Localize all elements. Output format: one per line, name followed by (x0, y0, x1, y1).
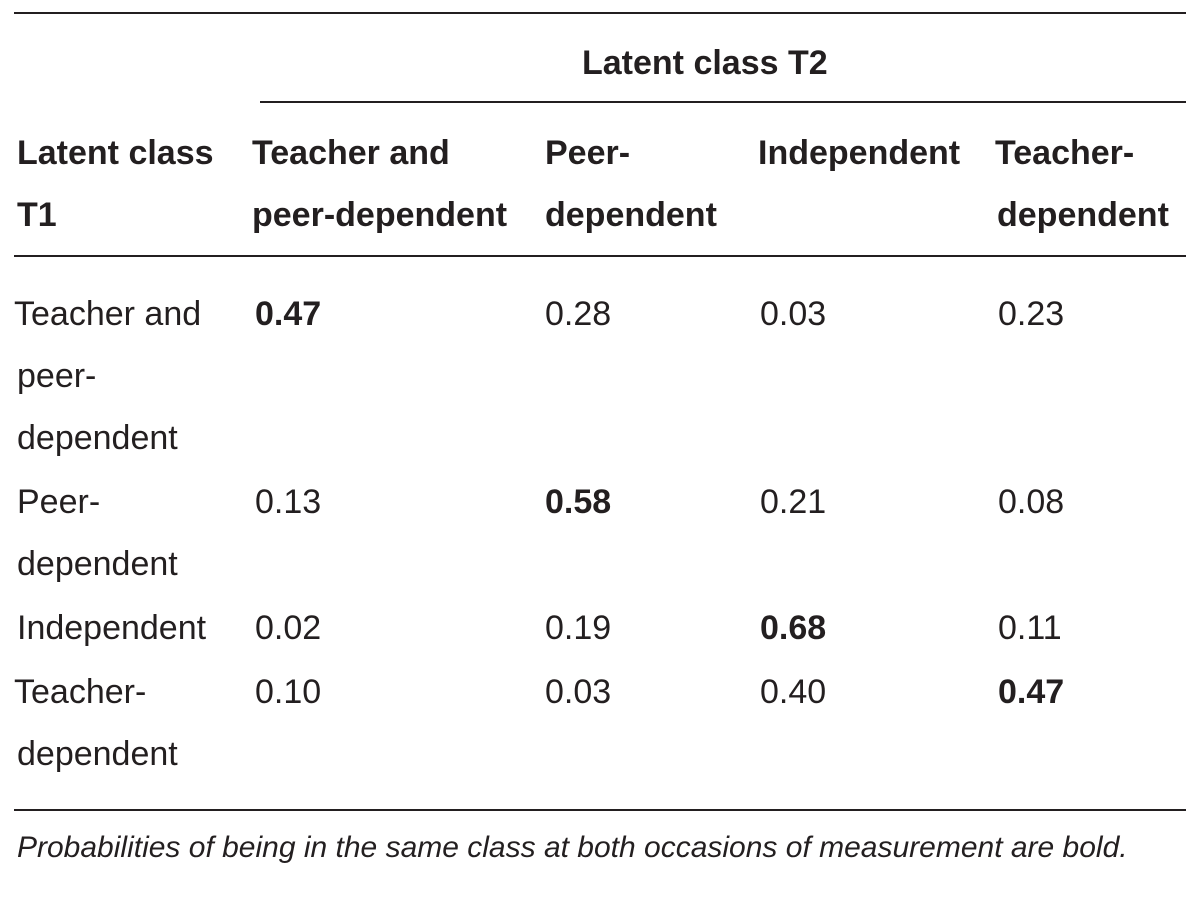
col-header-3: Independent (758, 134, 961, 172)
row-2-label-line-2: dependent (17, 545, 178, 583)
col-header-4-line-1: Teacher- (995, 134, 1135, 172)
table-cell: 0.68 (760, 609, 827, 647)
row-3-label: Independent (17, 609, 207, 647)
table-footnote: Probabilities of being in the same class at both occasions of measurement are bold. (17, 831, 1128, 864)
row-1-label-line-2: peer- (17, 357, 97, 395)
table-cell: 0.10 (255, 673, 322, 711)
spanner-header: Latent class T2 (582, 44, 828, 82)
table-cell: 0.03 (545, 673, 612, 711)
row-2-label-line-1: Peer- (17, 483, 101, 521)
bottom-rule (14, 809, 1186, 811)
header-rule (14, 255, 1186, 257)
table-cell: 0.47 (255, 295, 322, 333)
table-cell: 0.02 (255, 609, 322, 647)
table-cell: 0.19 (545, 609, 612, 647)
col-header-2-line-2: dependent (545, 196, 717, 234)
col-header-2-line-1: Peer- (545, 134, 631, 172)
col-header-1-line-1: Teacher and (252, 134, 450, 172)
col-header-4-line-2: dependent (997, 196, 1169, 234)
top-rule (14, 12, 1186, 14)
row-1-label-line-3: dependent (17, 419, 178, 457)
table-cell: 0.21 (760, 483, 827, 521)
row-1-label-line-1: Teacher and (14, 295, 202, 333)
table-cell: 0.03 (760, 295, 827, 333)
row-header-line-1: Latent class (17, 134, 214, 172)
table-cell: 0.13 (255, 483, 322, 521)
table-cell: 0.28 (545, 295, 612, 333)
row-4-label-line-1: Teacher- (14, 673, 147, 711)
table-cell: 0.40 (760, 673, 827, 711)
table-cell: 0.08 (998, 483, 1065, 521)
table-cell: 0.23 (998, 295, 1065, 333)
col-header-1-line-2: peer-dependent (252, 196, 508, 234)
spanner-rule (260, 101, 1186, 103)
row-4-label-line-2: dependent (17, 735, 178, 773)
row-header-line-2: T1 (17, 196, 57, 234)
table-cell: 0.47 (998, 673, 1065, 711)
table-cell: 0.58 (545, 483, 612, 521)
table-cell: 0.11 (998, 609, 1062, 647)
